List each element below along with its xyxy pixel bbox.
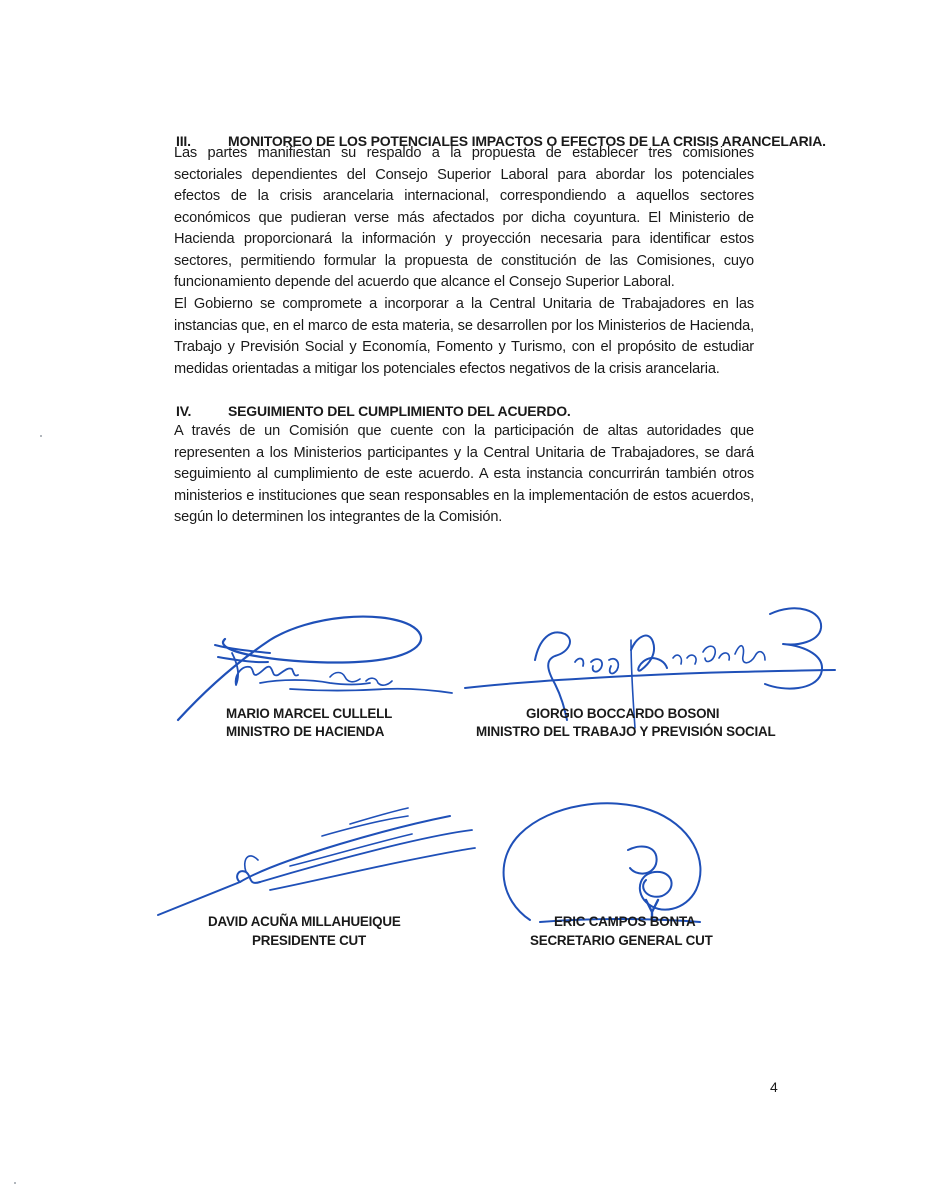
signatory-2-title: MINISTRO DEL TRABAJO Y PREVISIÓN SOCIAL xyxy=(476,724,776,739)
signature-david-acuna xyxy=(150,790,480,925)
signatory-1-name: MARIO MARCEL CULLELL xyxy=(226,706,393,721)
scan-speck xyxy=(40,435,42,437)
scan-speck xyxy=(14,1182,16,1184)
section-iv-number: IV. xyxy=(176,403,192,419)
page-number: 4 xyxy=(770,1079,778,1095)
signatory-2-name: GIORGIO BOCCARDO BOSONI xyxy=(526,706,720,721)
section-iii-number: III. xyxy=(176,133,191,149)
section-iv-title: SEGUIMIENTO DEL CUMPLIMIENTO DEL ACUERDO. xyxy=(228,403,571,419)
signatory-4-name: ERIC CAMPOS BONTA xyxy=(554,914,696,929)
section-iv-heading xyxy=(176,403,571,419)
signatory-3-title: PRESIDENTE CUT xyxy=(252,933,367,948)
signatory-4-title: SECRETARIO GENERAL CUT xyxy=(530,933,713,948)
section-iii-paragraph-2 xyxy=(174,294,754,380)
section-iv-paragraph-1-text: A través de un Comisión que cuente con la participación de altas autoridades que representen a los Ministerios participantes y la Central Unitaria de Trabajadores, se dará seguimiento al cumplimiento de este acuerdo. A esta instancia concurrirán también otros ministerios e instituciones que sean responsables en la implementación de estos acuerdos, según lo determinen los integrantes de la Comisión. xyxy=(174,423,754,525)
signature-eric-campos xyxy=(490,790,720,930)
signatory-3-name: DAVID ACUÑA MILLAHUEIQUE xyxy=(208,914,401,929)
section-iii-paragraph-2-text: El Gobierno se compromete a incorporar a la Central Unitaria de Trabajadores en las instancias que, en el marco de esta materia, se desarrollen por los Ministerios de Hacienda, Trabajo y Previsión Social y Economía, Fomento y Turismo, con el propósito de estudiar medidas orientadas a mitigar los potenciales efectos negativos de la crisis arancelaria. xyxy=(174,296,754,377)
section-iv-paragraph-1 xyxy=(174,421,754,529)
section-iii-paragraph-1 xyxy=(174,143,754,294)
section-iii-title: MONITOREO DE LOS POTENCIALES IMPACTOS O EFECTOS DE LA CRISIS ARANCELARIA. xyxy=(228,133,826,149)
section-iii-paragraph-1-text: Las partes manifiestan su respaldo a la propuesta de establecer tres comisiones sectoriales dependientes del Consejo Superior Laboral para abordar los potenciales efectos de la crisis arancelaria internacional, correspondiendo a aquellos sectores económicos que pudieran verse más afectados por dicha coyuntura. El Ministerio de Hacienda proporcionará la información y proyección necesaria para identificar estos sectores, permitiendo formular la propuesta de constitución de las Comisiones, cuyo funcionamiento depende del acuerdo que alcance el Consejo Superior Laboral. xyxy=(174,145,754,290)
signatory-1-title: MINISTRO DE HACIENDA xyxy=(226,724,385,739)
